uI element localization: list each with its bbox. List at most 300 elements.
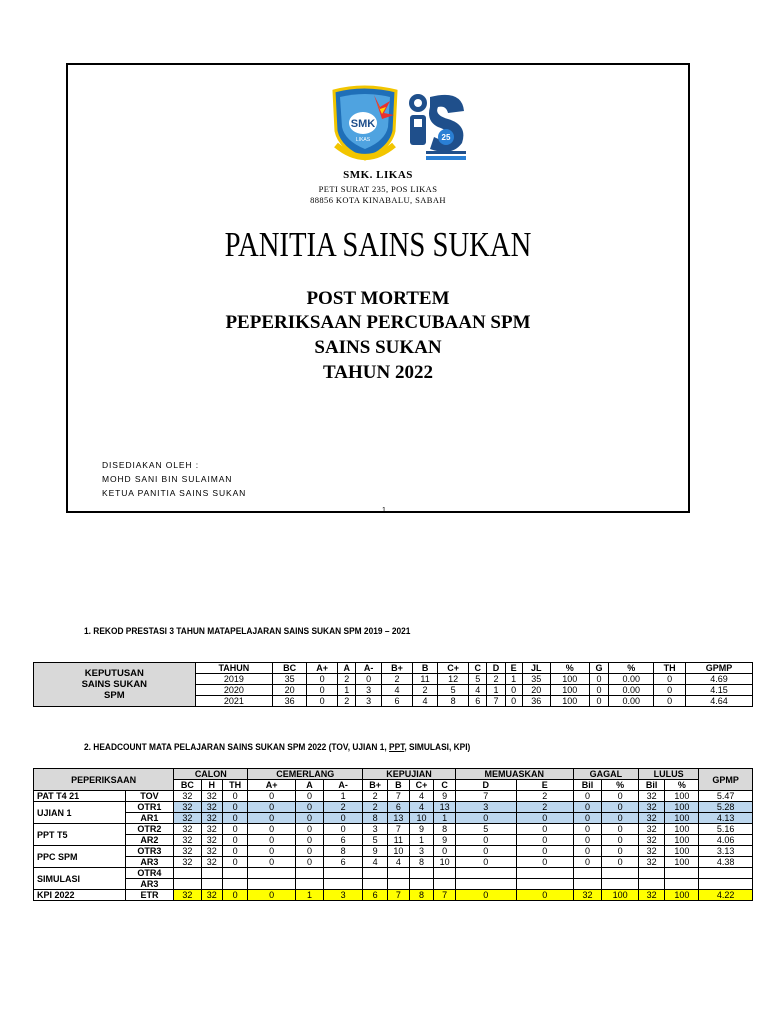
sub-header: C (434, 780, 455, 791)
school-logos (330, 85, 470, 163)
column-header: TAHUN (195, 663, 272, 674)
sub-header: D (455, 780, 516, 791)
exam-value: 0 (223, 813, 248, 824)
table-cell: 0 (654, 696, 686, 707)
exam-value: 6 (323, 857, 362, 868)
group-header: CEMERLANG (248, 769, 363, 780)
exam-value (201, 868, 222, 879)
table-cell: 0 (654, 674, 686, 685)
svg-text:SMK: SMK (350, 118, 376, 130)
exam-value: 13 (434, 802, 455, 813)
table-cell: 0.00 (609, 685, 654, 696)
table-cell: 12 (438, 674, 469, 685)
table-cell: 0 (307, 674, 338, 685)
exam-value: 0 (602, 835, 639, 846)
exam-value: 0 (516, 857, 573, 868)
exam-value: 32 (174, 890, 201, 901)
table-cell: 3 (356, 685, 382, 696)
prepared-by-label: DISEDIAKAN OLEH : (102, 460, 200, 470)
column-header: B (412, 663, 437, 674)
exam-value: 0 (516, 846, 573, 857)
exam-value: 32 (201, 824, 222, 835)
table-cell: 6 (469, 696, 487, 707)
exam-value: 0 (455, 846, 516, 857)
exam-value: 7 (434, 890, 455, 901)
exam-value: 0 (295, 835, 323, 846)
exam-value (323, 868, 362, 879)
exam-value: 9 (363, 846, 388, 857)
exam-value (699, 868, 753, 879)
exam-value: 0 (295, 846, 323, 857)
exam-value (388, 868, 409, 879)
exam-value: 10 (388, 846, 409, 857)
exam-row (34, 802, 753, 813)
table-cell: 35 (273, 674, 307, 685)
svg-text:25: 25 (441, 133, 451, 142)
exam-value: 0 (602, 791, 639, 802)
section-1-title: 1. REKOD PRESTASI 3 TAHUN MATAPELAJARAN SAINS SUKAN SPM 2019 – 2021 (84, 626, 411, 637)
exam-value: 32 (174, 791, 201, 802)
exam-value: 3.13 (699, 846, 753, 857)
column-header: BC (273, 663, 307, 674)
exam-value (201, 879, 222, 890)
table-cell: 0 (505, 696, 522, 707)
exam-value: 5.47 (699, 791, 753, 802)
exam-value (573, 879, 602, 890)
section-2-title (84, 742, 470, 753)
headcount-table (33, 768, 753, 901)
group-header: GAGAL (573, 769, 638, 780)
table-cell: 100 (550, 696, 589, 707)
three-year-results-table (33, 662, 753, 707)
exam-value: 1 (323, 791, 362, 802)
table-cell: 1 (338, 685, 356, 696)
exam-value: 0 (455, 857, 516, 868)
exam-value (638, 879, 664, 890)
table-cell: 4 (381, 685, 412, 696)
exam-value: 32 (638, 835, 664, 846)
exam-value: 100 (665, 846, 699, 857)
exam-code: OTR3 (125, 846, 174, 857)
cover-page (66, 63, 690, 513)
table-cell: 4.64 (685, 696, 752, 707)
table-cell: 0.00 (609, 696, 654, 707)
exam-code: AR3 (125, 857, 174, 868)
exam-value: 0 (573, 857, 602, 868)
table-cell: 1 (505, 674, 522, 685)
exam-value: 32 (573, 890, 602, 901)
table-cell: 11 (412, 674, 437, 685)
exam-value: 100 (665, 802, 699, 813)
table-cell: 0 (356, 674, 382, 685)
exam-name: PPT T5 (34, 824, 126, 846)
exam-value: 4 (363, 857, 388, 868)
exam-value: 100 (665, 813, 699, 824)
exam-name: PAT T4 21 (34, 791, 126, 802)
exam-code: ETR (125, 890, 174, 901)
exam-value: 32 (201, 835, 222, 846)
exam-value (295, 879, 323, 890)
exam-value: 32 (201, 802, 222, 813)
exam-code: OTR1 (125, 802, 174, 813)
exam-value: 7 (388, 791, 409, 802)
sub-header: TH (223, 780, 248, 791)
exam-value: 3 (455, 802, 516, 813)
table-cell: 2 (487, 674, 505, 685)
exam-code: AR1 (125, 813, 174, 824)
title-line-3: SAINS SUKAN (314, 337, 442, 358)
exam-row (34, 857, 753, 868)
exam-value: 100 (665, 890, 699, 901)
exam-value: 32 (638, 813, 664, 824)
exam-value: 10 (409, 813, 434, 824)
exam-value: 0 (223, 791, 248, 802)
sub-header: Bil (573, 780, 602, 791)
table-cell: 2019 (195, 674, 272, 685)
exam-row (34, 890, 753, 901)
exam-value: 4 (409, 802, 434, 813)
exam-value: 3 (363, 824, 388, 835)
column-header: C+ (438, 663, 469, 674)
exam-value: 0 (573, 813, 602, 824)
exam-value: 9 (409, 824, 434, 835)
column-header: A- (356, 663, 382, 674)
table-cell: 2 (412, 685, 437, 696)
exam-value: 2 (323, 802, 362, 813)
exam-value (573, 868, 602, 879)
exam-value (223, 879, 248, 890)
column-header: JL (522, 663, 550, 674)
exam-value: 9 (434, 791, 455, 802)
exam-value: 5.28 (699, 802, 753, 813)
column-header: TH (654, 663, 686, 674)
exam-row (34, 813, 753, 824)
group-header: LULUS (638, 769, 698, 780)
sub-header: B+ (363, 780, 388, 791)
table-cell: 36 (273, 696, 307, 707)
group-header-row (34, 769, 753, 780)
exam-value: 0 (295, 824, 323, 835)
table-cell: 4.69 (685, 674, 752, 685)
table-cell: 4.15 (685, 685, 752, 696)
exam-name: SIMULASI (34, 868, 126, 890)
exam-name: UJIAN 1 (34, 802, 126, 824)
exam-value: 100 (665, 791, 699, 802)
exam-value (434, 868, 455, 879)
exam-value: 0 (602, 846, 639, 857)
exam-value: 0 (434, 846, 455, 857)
column-header: % (550, 663, 589, 674)
exam-value: 0 (295, 857, 323, 868)
exam-row (34, 868, 753, 879)
table-cell: 0 (307, 696, 338, 707)
section-2-title-start: 2. HEADCOUNT MATA PELAJARAN SAINS SUKAN SPM 2022 (TOV, UJIAN 1, (84, 742, 390, 753)
table-cell: 100 (550, 674, 589, 685)
exam-value (409, 868, 434, 879)
exam-value: 3 (409, 846, 434, 857)
prepared-by-role: KETUA PANITIA SAINS SUKAN (102, 488, 247, 498)
exam-value (248, 879, 296, 890)
row-label-line: SPM (104, 690, 125, 701)
exam-value: 100 (665, 857, 699, 868)
exam-value: 0 (323, 813, 362, 824)
exam-value: 0 (602, 802, 639, 813)
exam-value: 0 (248, 802, 296, 813)
exam-value (602, 879, 639, 890)
exam-value (665, 879, 699, 890)
exam-value (174, 868, 201, 879)
exam-value (665, 868, 699, 879)
exam-value: 5 (363, 835, 388, 846)
title-line-2: PEPERIKSAAN PERCUBAAN SPM (225, 312, 531, 333)
smk-likas-crest-icon (334, 87, 396, 159)
address-line-1: PETI SURAT 235, POS LIKAS (318, 184, 438, 194)
address-line-2: 88856 KOTA KINABALU, SABAH (310, 195, 446, 205)
sub-header: A (295, 780, 323, 791)
exam-value: 32 (638, 824, 664, 835)
column-header: G (589, 663, 609, 674)
exam-value: 32 (201, 791, 222, 802)
column-header: % (609, 663, 654, 674)
exam-value: 32 (174, 857, 201, 868)
exam-value: 6 (323, 835, 362, 846)
exam-value: 4.38 (699, 857, 753, 868)
exam-value (455, 868, 516, 879)
exam-value: 2 (363, 791, 388, 802)
exam-value: 0 (516, 835, 573, 846)
row-label-cell (34, 663, 196, 707)
exam-value: 0 (223, 857, 248, 868)
exam-code: TOV (125, 791, 174, 802)
exam-value: 32 (201, 857, 222, 868)
section-2-title-end: , SIMULASI, KPI) (404, 742, 471, 753)
exam-value: 1 (409, 835, 434, 846)
sub-header: Bil (638, 780, 664, 791)
table-cell: 4 (469, 685, 487, 696)
sub-header: H (201, 780, 222, 791)
exam-code: AR3 (125, 879, 174, 890)
exam-value: 1 (295, 890, 323, 901)
exam-value: 0 (295, 791, 323, 802)
table-cell: 0 (589, 674, 609, 685)
sub-header: B (388, 780, 409, 791)
exam-value: 32 (174, 846, 201, 857)
exam-code: OTR4 (125, 868, 174, 879)
column-header: B+ (381, 663, 412, 674)
exam-value: 0 (602, 857, 639, 868)
school-name: SMK. LIKAS (343, 169, 413, 181)
table-cell: 6 (381, 696, 412, 707)
exam-value: 4.13 (699, 813, 753, 824)
exam-value (699, 879, 753, 890)
exam-value (388, 879, 409, 890)
exam-value: 2 (516, 802, 573, 813)
sub-header: A+ (248, 780, 296, 791)
exam-value: 2 (516, 791, 573, 802)
table-header-row (34, 663, 753, 674)
table-cell: 20 (522, 685, 550, 696)
table-cell: 8 (438, 696, 469, 707)
exam-value: 3 (323, 890, 362, 901)
table-cell: 0 (589, 685, 609, 696)
column-header: E (505, 663, 522, 674)
prepared-by-name: MOHD SANI BIN SULAIMAN (102, 474, 233, 484)
section-2-title-ppt: PPT (389, 742, 405, 753)
committee-title: PANITIA SAINS SUKAN (224, 225, 532, 264)
table-cell: 2 (338, 674, 356, 685)
exam-value: 0 (223, 846, 248, 857)
exam-value: 0 (573, 802, 602, 813)
exam-value: 0 (323, 824, 362, 835)
exam-value: 32 (174, 802, 201, 813)
exam-value: 32 (638, 846, 664, 857)
column-header: A (338, 663, 356, 674)
exam-value: 6 (363, 890, 388, 901)
exam-value: 0 (295, 813, 323, 824)
exam-value (602, 868, 639, 879)
table-cell: 20 (273, 685, 307, 696)
exam-value: 6 (388, 802, 409, 813)
exam-value: 5 (455, 824, 516, 835)
table-cell: 2021 (195, 696, 272, 707)
exam-value: 7 (455, 791, 516, 802)
row-label-line: KEPUTUSAN (84, 668, 144, 679)
exam-value: 8 (434, 824, 455, 835)
exam-value: 0 (223, 824, 248, 835)
column-header: A+ (307, 663, 338, 674)
exam-name: PPC SPM (34, 846, 126, 868)
group-header: CALON (174, 769, 248, 780)
table-cell: 0 (654, 685, 686, 696)
exam-value: 8 (363, 813, 388, 824)
gpmp-header: GPMP (699, 769, 753, 791)
exam-value: 32 (638, 802, 664, 813)
exam-value: 0 (602, 813, 639, 824)
exam-row (34, 791, 753, 802)
exam-value: 0 (573, 824, 602, 835)
exam-value (455, 879, 516, 890)
exam-value: 4.06 (699, 835, 753, 846)
exam-value: 32 (174, 824, 201, 835)
table-cell: 0 (307, 685, 338, 696)
table-cell: 3 (356, 696, 382, 707)
exam-value: 32 (201, 813, 222, 824)
exam-value (516, 879, 573, 890)
exam-value: 32 (638, 791, 664, 802)
exam-row (34, 846, 753, 857)
svg-text:LIKAS: LIKAS (355, 137, 371, 143)
exam-value: 1 (434, 813, 455, 824)
exam-value: 8 (409, 890, 434, 901)
exam-value (363, 868, 388, 879)
column-header: GPMP (685, 663, 752, 674)
group-header: MEMUASKAN (455, 769, 573, 780)
table-cell: 5 (469, 674, 487, 685)
exam-value: 0 (455, 813, 516, 824)
exam-value: 0 (223, 835, 248, 846)
exam-value: 11 (388, 835, 409, 846)
table-cell: 100 (550, 685, 589, 696)
exam-value: 0 (455, 890, 516, 901)
exam-row (34, 835, 753, 846)
table-cell: 4 (412, 696, 437, 707)
column-header: C (469, 663, 487, 674)
exam-value (516, 868, 573, 879)
exam-value: 2 (363, 802, 388, 813)
exam-value (434, 879, 455, 890)
exam-value: 4.22 (699, 890, 753, 901)
exam-value: 32 (638, 890, 664, 901)
exam-value: 0 (248, 813, 296, 824)
sub-header: BC (174, 780, 201, 791)
sub-header: E (516, 780, 573, 791)
page-number: 1 (382, 507, 386, 514)
table-cell: 0 (589, 696, 609, 707)
exam-code: AR2 (125, 835, 174, 846)
table-cell: 7 (487, 696, 505, 707)
table-cell: 0.00 (609, 674, 654, 685)
exam-name: KPI 2022 (34, 890, 126, 901)
exam-value: 0 (573, 791, 602, 802)
exam-value: 32 (174, 835, 201, 846)
exam-value: 0 (248, 890, 296, 901)
ipg-25-logo-icon (409, 94, 466, 160)
exam-value: 4 (409, 791, 434, 802)
title-line-4: TAHUN 2022 (323, 362, 433, 383)
exam-value: 32 (201, 846, 222, 857)
exam-value: 0 (516, 813, 573, 824)
table-cell: 36 (522, 696, 550, 707)
exam-value: 100 (665, 835, 699, 846)
table-cell: 2020 (195, 685, 272, 696)
exam-value: 0 (248, 846, 296, 857)
exam-value: 0 (602, 824, 639, 835)
table-cell: 5 (438, 685, 469, 696)
exam-value: 8 (323, 846, 362, 857)
exam-value: 7 (388, 890, 409, 901)
sub-header: % (602, 780, 639, 791)
exam-value (174, 879, 201, 890)
table-cell: 2 (381, 674, 412, 685)
exam-value: 0 (573, 835, 602, 846)
exam-value (295, 868, 323, 879)
exam-value: 10 (434, 857, 455, 868)
exam-value: 5.16 (699, 824, 753, 835)
exam-value: 9 (434, 835, 455, 846)
table-cell: 1 (487, 685, 505, 696)
exam-value (248, 868, 296, 879)
table-cell: 0 (505, 685, 522, 696)
exam-value: 32 (174, 813, 201, 824)
exam-value: 0 (295, 802, 323, 813)
exam-value: 0 (248, 857, 296, 868)
exam-value: 0 (573, 846, 602, 857)
exam-value: 0 (248, 824, 296, 835)
exam-value: 0 (223, 890, 248, 901)
exam-value: 100 (602, 890, 639, 901)
group-header: KEPUJIAN (363, 769, 456, 780)
exam-value: 13 (388, 813, 409, 824)
exam-value (638, 868, 664, 879)
exam-row (34, 879, 753, 890)
exam-value: 4 (388, 857, 409, 868)
sub-header: A- (323, 780, 362, 791)
exam-row (34, 824, 753, 835)
title-line-1: POST MORTEM (306, 288, 450, 309)
exam-value: 100 (665, 824, 699, 835)
exam-value: 8 (409, 857, 434, 868)
exam-value: 7 (388, 824, 409, 835)
